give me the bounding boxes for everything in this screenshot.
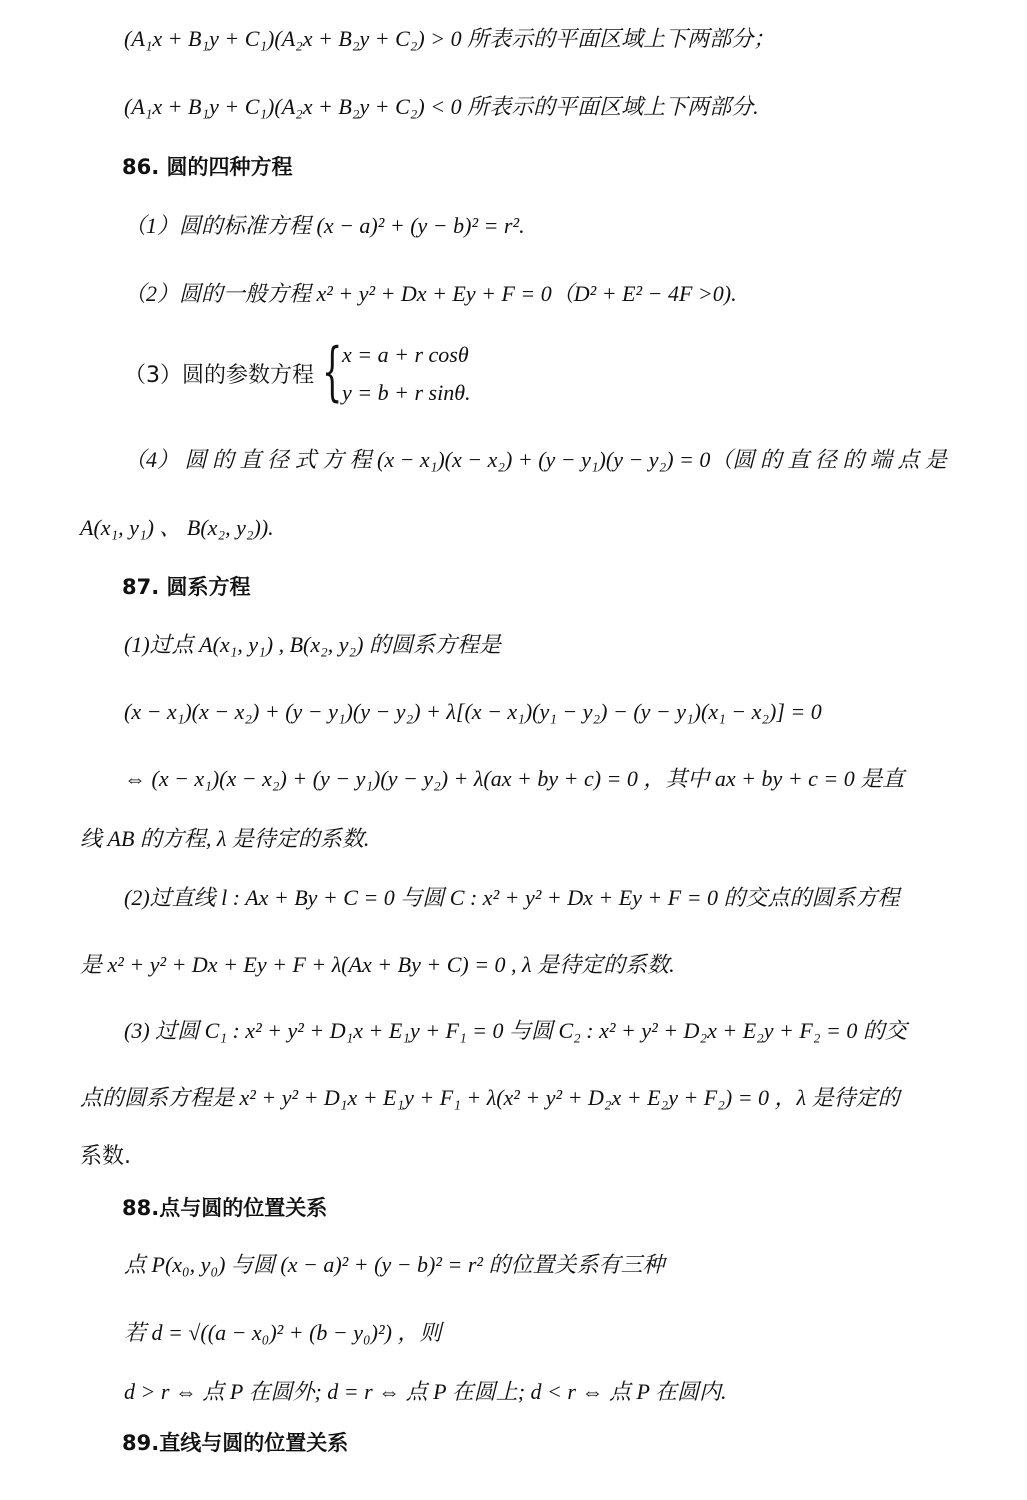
parametric-row-y: y = b + r sinθ. (342, 380, 471, 405)
text-line-circle-family-2-eq: 是 x² + y² + Dx + Ey + F + λ(Ax + By + C) = 0 , λ 是待定的系数. (80, 952, 675, 977)
text-line-coefficient: 系数. (80, 1144, 131, 1169)
text-line-diameter-endpoints: A(x₁, y₁) 、 B(x₂, y₂)). (80, 515, 274, 540)
left-brace-icon: { (322, 335, 343, 409)
text-line-circle-family-3-eq: 点的圆系方程是 x² + y² + D₁x + E₁y + F₁ + λ(x² + y² + D₂x + E₂y + F₂) = 0 ，λ 是待定的 (80, 1085, 900, 1110)
text-line-diameter-equation: （4） 圆 的 直 径 式 方 程 (x − x₁)(x − x₂) + (y − y₁)(y − y₂) = 0（圆 的 直 径 的 端 点 是 (124, 447, 947, 472)
section-heading-89: 89.直线与圆的位置关系 (122, 1431, 349, 1455)
text-line-parametric-label: （3）圆的参数方程 (124, 363, 314, 388)
text-line-point-circle: 点 P(x₀, y₀) 与圆 (x − a)² + (y − b)² = r² 的位置关系有三种 (124, 1252, 665, 1277)
text-line-distance-formula: 若 d = √((a − x₀)² + (b − y₀)²) ，则 (124, 1320, 442, 1345)
text-line-standard-equation: （1）圆的标准方程 (x − a)² + (y − b)² = r². (124, 213, 525, 238)
text-line-general-equation: （2）圆的一般方程 x² + y² + Dx + Ey + F = 0（D² + E² − 4F >0). (124, 281, 737, 306)
text-line-circle-family-1: (1)过点 A(x₁, y₁) , B(x₂, y₂) 的圆系方程是 (124, 632, 501, 657)
section-heading-87: 87. 圆系方程 (122, 575, 251, 599)
text-line-inequality-greater: (A₁x + B₁y + C₁)(A₂x + B₂y + C₂) > 0 所表示的平面区域上下两部分； (124, 26, 776, 51)
text-line-line-ab: 线 AB 的方程, λ 是待定的系数. (80, 826, 370, 851)
section-heading-86: 86. 圆的四种方程 (122, 155, 293, 179)
text-line-circle-family-equiv: ⇔ (x − x₁)(x − x₂) + (y − y₁)(y − y₂) + λ(ax + by + c) = 0 ，其中 ax + by + c = 0 是直 (124, 766, 905, 791)
text-line-circle-family-3: (3) 过圆 C₁ : x² + y² + D₁x + E₁y + F₁ = 0 与圆 C₂ : x² + y² + D₂x + E₂y + F₂ = 0 的交 (124, 1018, 907, 1043)
section-heading-88: 88.点与圆的位置关系 (122, 1196, 328, 1220)
parametric-row-x: x = a + r cosθ (342, 342, 469, 367)
text-line-circle-family-eq: (x − x₁)(x − x₂) + (y − y₁)(y − y₂) + λ[(x − x₁)(y₁ − y₂) − (y − y₁)(x₁ − x₂)] = 0 (124, 699, 822, 724)
text-line-circle-family-2: (2)过直线 l : Ax + By + C = 0 与圆 C : x² + y² + Dx + Ey + F = 0 的交点的圆系方程 (124, 885, 900, 910)
text-line-inequality-less: (A₁x + B₁y + C₁)(A₂x + B₂y + C₂) < 0 所表示的平面区域上下两部分. (124, 94, 759, 119)
text-line-position-cases: d > r ⇔ 点 P 在圆外; d = r ⇔ 点 P 在圆上; d < r ⇔ 点 P 在圆内. (124, 1379, 727, 1404)
